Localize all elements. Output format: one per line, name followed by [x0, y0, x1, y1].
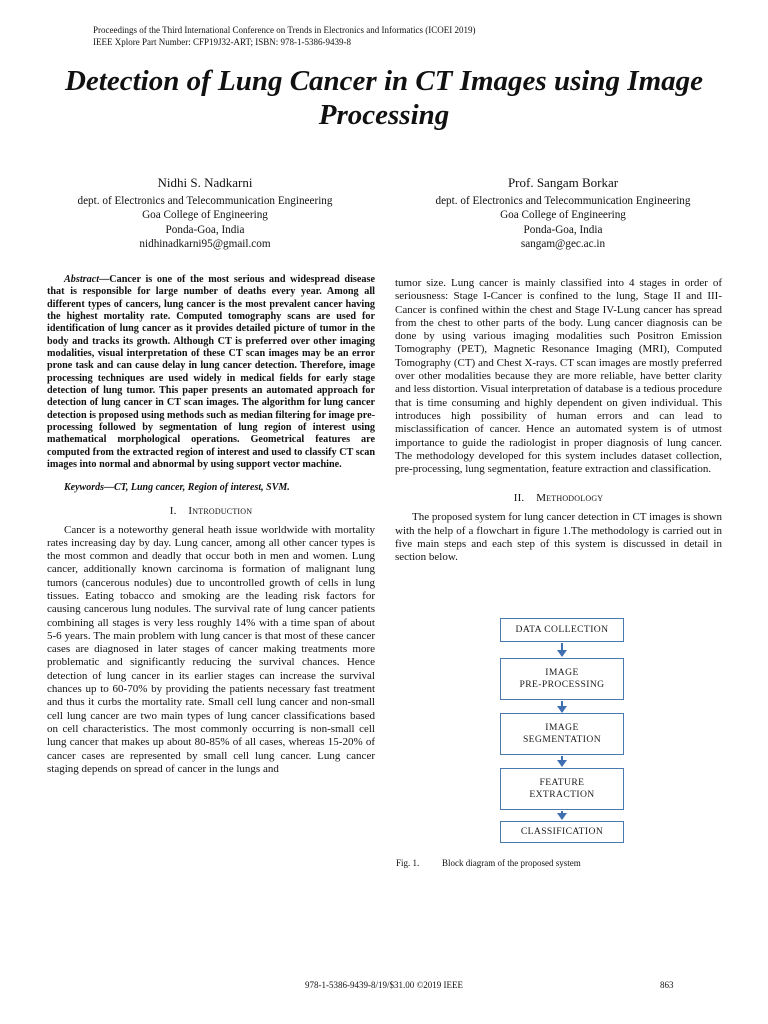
abstract-lead: Abstract: [64, 274, 100, 285]
header-line-2: IEEE Xplore Part Number: CFP19J32-ART; ISBN: 978-1-5386-9439-8: [93, 37, 351, 47]
intro-paragraph: Cancer is a noteworthy general heath issue worldwide with mortality rates increasing day by day. Lung cancer, among all other cancer types is the most common and deadly that occur both in men and women. Lung cancer, additionally known carcinoma is formation of malignant lung tumors (cancerous nodules) due to uncontrolled growth of cells in lung tissues. Eating tobacco and smoking are the leading risk factors for causing cancerous lung nodules. The survival rate of lung cancer patients combining all stages is very less roughly 14% with a time span of about 5-6 years. The main problem with lung cancer is that most of these cancer cases are diagnosed in later stages of cancer making treatments more problematic and significantly reducing the survival chances. Hence detection of lung cancer in its earlier stages can increase the survival chances up to 60-70% by providing the patients necessary fast treatment and thus it curbs the mortality rate. Small cell lung cancer and non-small cell lung cancer are two main types of lung cancer classifications based on cell characteristics. The most commonly occurring is non-small cell lung cancer that makes up about 80-85% of all cases, whereas 15-20% of cancer cases are represented by small cell lung cancer. Lung cancer staging depends on spread of cancer in the lungs and: [47, 523, 375, 775]
author-location: Ponda-Goa, India: [165, 223, 245, 236]
flowchart: [500, 618, 630, 848]
author-block-1: [25, 176, 385, 252]
author-name: Prof. Sangam Borkar: [507, 175, 619, 190]
section-title: Introduction: [188, 504, 253, 517]
author-email: sangam@gec.ac.in: [520, 238, 606, 251]
abstract-text: —Cancer is one of the most serious and widespread disease that is responsible for large number of deaths every year. Among all different types of cancers, lung cancer is the most prevalent cancer having the highest mortality rate. Computed tomography scans are used for identification of lung cancer as it provides detailed picture of tumor in the body and tracks its growth. Although CT is preferred over other imaging modalities, visual interpretation of these CT scan images may be an error prone task and can cause delay in lung cancer detection. Therefore, image processing techniques are used widely in medical fields for early stage detection of lung tumor. This paper presents an automated approach for detection of lung cancer in CT scan images. The algorithm for lung cancer detection is proposed using methods such as median filtering for image pre-processing followed by segmentation of lung region of interest using mathematical morphological operations. Geometrical features are computed from the extracted region of interest and used to classify CT scan images into normal and abnormal by using support vector machine.: [47, 274, 375, 471]
header-line-1: Proceedings of the Third International Conference on Trends in Electronics and Informatics (ICOEI 2019): [93, 25, 476, 35]
author-dept: dept. of Electronics and Telecommunication Engineering: [435, 194, 691, 207]
section-title: Methodology: [536, 492, 604, 505]
flow-step-pre-processing: IMAGE PRE-PROCESSING: [500, 658, 624, 700]
section-heading-introduction: [47, 505, 375, 518]
paper-title: Detection of Lung Cancer in CT Images using Image Processing: [64, 65, 704, 131]
flow-step-data-collection: DATA COLLECTION: [500, 618, 624, 642]
author-dept: dept. of Electronics and Telecommunication Engineering: [77, 194, 333, 207]
page-number: 863: [660, 980, 674, 990]
author-block-2: [383, 176, 743, 252]
author-college: Goa College of Engineering: [142, 209, 268, 222]
flow-step-segmentation: IMAGE SEGMENTATION: [500, 713, 624, 755]
left-column: [47, 274, 375, 776]
section-number: I.: [169, 504, 177, 517]
abstract: [47, 274, 375, 472]
figure-caption: [396, 858, 581, 869]
author-location: Ponda-Goa, India: [523, 223, 603, 236]
methodology-paragraph: The proposed system for lung cancer detection in CT images is shown with the help of a flowchart in figure 1.The methodology is carried out in five main steps and each step of this system is discussed in detail in section below.: [395, 511, 722, 564]
author-college: Goa College of Engineering: [500, 209, 626, 222]
right-column: [395, 277, 722, 565]
flow-arrow: [561, 643, 563, 656]
flow-step-classification: CLASSIFICATION: [500, 821, 624, 843]
figure-caption-text: Block diagram of the proposed system: [442, 858, 581, 868]
section-heading-methodology: [395, 492, 722, 505]
figure-label: Fig. 1.: [396, 858, 420, 868]
flow-step-feature-extraction: FEATURE EXTRACTION: [500, 768, 624, 810]
flow-arrow: [561, 756, 563, 766]
flow-arrow: [561, 701, 563, 712]
intro-paragraph-continued: tumor size. Lung cancer is mainly classified into 4 stages in order of seriousness: Stage I-Cancer is confined to the lung, Stage II and III-Cancer is confined within the chest and Stage IV-Lung cancer has spread from the chest to other parts of the body. Lung cancer diagnosis can be done by using various imaging modalities such Positron Emission Tomography (PET), Magnetic Resonance Imaging (MRI), Computed Tomography (CT) and Chest X-rays. CT scan images are mostly preferred over other modalities because they are more reliable, have better clarity and less distortion. Visual interpretation of database is a tedious procedure that is time consuming and highly dependent on given individual. This introduces high possibility of human errors and can lead to misclassification of cancer. Hence an automated system is of utmost importance to guide the radiologist in proper diagnosis of lung cancer. The methodology developed for this system includes dataset collection, pre-processing, lung segmentation, feature extraction and classification.: [395, 277, 722, 476]
author-name: Nidhi S. Nadkarni: [157, 175, 253, 190]
keywords: Keywords—CT, Lung cancer, Region of interest, SVM.: [64, 481, 290, 493]
conference-header: [93, 24, 475, 48]
section-number: II.: [513, 492, 525, 505]
copyright-footer: 978-1-5386-9439-8/19/$31.00 ©2019 IEEE: [304, 980, 464, 990]
flow-arrow: [561, 811, 563, 819]
author-email: nidhinadkarni95@gmail.com: [139, 238, 271, 251]
